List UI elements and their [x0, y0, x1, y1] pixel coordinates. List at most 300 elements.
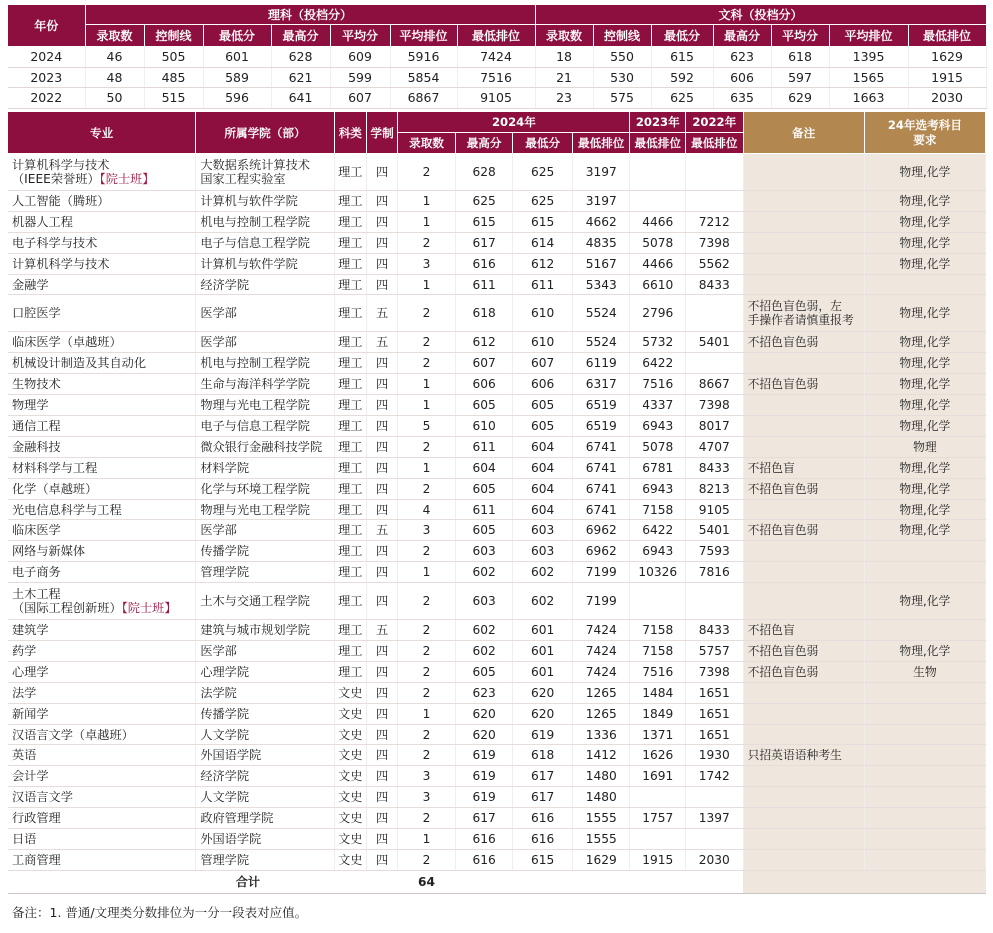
college-cell: [196, 829, 334, 850]
min-rank-2022-cell: 7593: [686, 541, 744, 562]
min-rank-cell: 6519: [572, 416, 630, 437]
table-row: [8, 520, 986, 541]
college-name: 人文学院: [200, 790, 250, 805]
college-cell: [196, 724, 334, 745]
min-rank-2023-cell: 6610: [630, 274, 686, 295]
sci-col-header: 录取数: [85, 25, 144, 47]
arts-cell: 623: [713, 47, 771, 68]
min-rank-cell: 3197: [572, 154, 630, 191]
min-rank-2023-cell: 1691: [630, 766, 686, 787]
count-cell: 1: [398, 211, 456, 232]
major-cell: [8, 745, 196, 766]
major-cell: [8, 520, 196, 541]
max-score-cell: 628: [455, 154, 513, 191]
min-score-cell: 601: [513, 641, 573, 662]
duration-cell: 四: [366, 232, 397, 253]
max-score-cell: 616: [455, 849, 513, 870]
arts-cell: 23: [535, 88, 593, 109]
min-rank-2023-cell: [630, 829, 686, 850]
arts-cell: 1565: [829, 67, 908, 88]
college-name: 电子与信息工程学院: [200, 235, 310, 250]
min-rank-cell: 7199: [572, 562, 630, 583]
note-cell: [743, 620, 864, 641]
major-name: 工商管理: [12, 852, 61, 867]
arts-cell: 592: [651, 67, 713, 88]
min-rank-2022-cell: 1651: [686, 703, 744, 724]
major-name: 光电信息科学与工程: [12, 502, 122, 517]
major-name: 金融科技: [12, 439, 61, 454]
min-rank-2022-cell: 1930: [686, 745, 744, 766]
subject-cell: [864, 766, 985, 787]
science-cell: 641: [271, 88, 330, 109]
count-cell: 3: [398, 766, 456, 787]
duration-cell: 四: [366, 703, 397, 724]
major-table: [8, 112, 986, 894]
table-row: [8, 154, 986, 191]
college-cell: [196, 849, 334, 870]
college-name: 土木与交通工程学院: [200, 594, 310, 609]
category-cell: 理工: [334, 436, 366, 457]
min-rank-2022-cell: 5401: [686, 332, 744, 353]
major-name: 日语: [12, 831, 37, 846]
duration-cell: 五: [366, 620, 397, 641]
major-name: 药学: [12, 643, 37, 658]
college-name: 医学部: [200, 306, 237, 321]
note-cell: [743, 154, 864, 191]
college-cell: [196, 583, 334, 620]
note-text: 不招色盲色弱: [747, 523, 819, 538]
total-label: 合计: [8, 870, 398, 893]
table-row: [8, 661, 986, 682]
major-name: 生物技术: [12, 377, 61, 392]
science-cell: 5854: [390, 67, 457, 88]
science-cell: 515: [144, 88, 203, 109]
college-name: 大数据系统计算技术: [200, 158, 310, 172]
min-rank-2022-cell: 8433: [686, 274, 744, 295]
duration-cell: 四: [366, 583, 397, 620]
subject-cell: 生物: [864, 661, 985, 682]
min-rank-2023-cell: 6422: [630, 353, 686, 374]
max-score-cell: 620: [455, 703, 513, 724]
category-cell: 理工: [334, 395, 366, 416]
major-cell: [8, 583, 196, 620]
max-score-cell: 618: [455, 295, 513, 332]
max-score-cell: 603: [455, 583, 513, 620]
min-rank-cell: 6741: [572, 478, 630, 499]
science-header: 理科（投档分）: [85, 5, 535, 25]
table-row: [8, 353, 986, 374]
science-cell: 7424: [457, 47, 535, 68]
college-cell: [196, 703, 334, 724]
subject-cell: 物理,化学: [864, 232, 985, 253]
major-name: 临床医学（卓越班）: [12, 335, 122, 350]
category-cell: 理工: [334, 191, 366, 212]
table-row: [8, 766, 986, 787]
major-name: 通信工程: [12, 418, 61, 433]
college-name: 医学部: [200, 523, 237, 538]
max-score-cell: 616: [455, 253, 513, 274]
min-rank-2022-cell: 7398: [686, 232, 744, 253]
major-name: 建筑学: [12, 623, 49, 638]
note-cell: [743, 499, 864, 520]
major-name: 计算机科学与技术: [12, 256, 110, 271]
major-name: 会计学: [12, 769, 49, 784]
major-name: 化学（卓越班）: [12, 481, 98, 496]
min-rank-2022-cell: 5562: [686, 253, 744, 274]
major-cell: [8, 541, 196, 562]
max-score-cell: 615: [455, 211, 513, 232]
min-rank-2022-cell: [686, 191, 744, 212]
duration-cell: 四: [366, 353, 397, 374]
college-cell: [196, 541, 334, 562]
note-cell: [743, 295, 864, 332]
major-cell: [8, 457, 196, 478]
table-row: [8, 478, 986, 499]
count-cell: 2: [398, 353, 456, 374]
subject-cell: 物理,化学: [864, 332, 985, 353]
subject-cell: 物理,化学: [864, 583, 985, 620]
min-rank-2023-cell: 5078: [630, 232, 686, 253]
min-rank-cell: 1480: [572, 787, 630, 808]
college-name: 生命与海洋科学学院: [200, 377, 310, 392]
min-rank-cell: 6741: [572, 457, 630, 478]
major-cell: [8, 766, 196, 787]
min-rank-cell: 1480: [572, 766, 630, 787]
college-cell: [196, 374, 334, 395]
count-cell: 3: [398, 253, 456, 274]
min-rank-2023-cell: [630, 191, 686, 212]
college-name: 外国语学院: [200, 748, 262, 763]
category-header: 科类: [334, 112, 366, 154]
college-name: 医学部: [200, 335, 237, 350]
college-name: 化学与环境工程学院: [200, 481, 310, 496]
arts-cell: 530: [593, 67, 651, 88]
college-name: 建筑与城市规划学院: [200, 623, 310, 638]
min-score-cell: 611: [513, 274, 573, 295]
max-score-cell: 619: [455, 787, 513, 808]
table-row: [8, 620, 986, 641]
count-cell: 2: [398, 724, 456, 745]
min-score-cell: 605: [513, 416, 573, 437]
count-cell: 2: [398, 232, 456, 253]
min-rank-2023-cell: 1626: [630, 745, 686, 766]
duration-cell: 四: [366, 808, 397, 829]
note-cell: [743, 353, 864, 374]
summary-row: [8, 88, 986, 109]
note-cell: [743, 395, 864, 416]
category-cell: 理工: [334, 478, 366, 499]
art-col-header: 平均排位: [829, 25, 908, 47]
min-score-cell: 620: [513, 682, 573, 703]
count-cell: 2: [398, 541, 456, 562]
min-score-cell: 601: [513, 620, 573, 641]
subject-cell: [864, 724, 985, 745]
table-row: [8, 787, 986, 808]
table-row: [8, 416, 986, 437]
max-score-cell: 602: [455, 562, 513, 583]
min-score-cell: 616: [513, 829, 573, 850]
college-name: 外国语学院: [200, 831, 262, 846]
min-rank-2022-cell: 7398: [686, 395, 744, 416]
college-cell: [196, 766, 334, 787]
art-col-header: 录取数: [535, 25, 593, 47]
min-rank-2023-cell: 1484: [630, 682, 686, 703]
min-rank-cell: 5167: [572, 253, 630, 274]
min-rank-2023-cell: 6422: [630, 520, 686, 541]
max-header: 最高分: [455, 133, 513, 154]
duration-cell: 四: [366, 641, 397, 662]
table-row: [8, 808, 986, 829]
major-name: 汉语言文学（卓越班）: [12, 727, 134, 742]
min-rank-cell: 4662: [572, 211, 630, 232]
major-name: 临床医学: [12, 523, 61, 538]
min-score-cell: 602: [513, 583, 573, 620]
college-cell: [196, 295, 334, 332]
college-name: 计算机与软件学院: [200, 256, 298, 271]
min-score-cell: 617: [513, 766, 573, 787]
min-rank-cell: 5524: [572, 295, 630, 332]
major-cell: [8, 620, 196, 641]
major-cell: [8, 274, 196, 295]
note-cell: [743, 253, 864, 274]
subject-cell: 物理,化学: [864, 416, 985, 437]
table-row: [8, 724, 986, 745]
min-score-cell: 602: [513, 562, 573, 583]
arts-cell: 2030: [908, 88, 986, 109]
min-rank-2023-cell: 1849: [630, 703, 686, 724]
min-rank-cell: 6519: [572, 395, 630, 416]
science-cell: 48: [85, 67, 144, 88]
college-name: 经济学院: [200, 769, 250, 784]
note-text: 不招色盲色弱: [747, 377, 819, 392]
category-cell: 文史: [334, 849, 366, 870]
note-text: 不招色盲色弱: [747, 664, 819, 679]
min-rank-2023-cell: 7158: [630, 499, 686, 520]
college-cell: [196, 562, 334, 583]
note-cell: [743, 562, 864, 583]
duration-cell: 四: [366, 745, 397, 766]
duration-cell: 五: [366, 332, 397, 353]
arts-cell: 18: [535, 47, 593, 68]
min-score-cell: 610: [513, 295, 573, 332]
min-rank-cell: 6119: [572, 353, 630, 374]
note-header: 备注: [743, 112, 864, 154]
major-cell: [8, 661, 196, 682]
note-cell: [743, 478, 864, 499]
arts-cell: 618: [771, 47, 829, 68]
table-row: [8, 541, 986, 562]
min-rank-2023-header: 最低排位: [630, 133, 686, 154]
min-rank-cell: 1555: [572, 829, 630, 850]
min-rank-cell: 6317: [572, 374, 630, 395]
min-rank-cell: 1336: [572, 724, 630, 745]
college-name: 材料学院: [200, 460, 250, 475]
science-cell: 599: [330, 67, 390, 88]
college-cell: [196, 253, 334, 274]
duration-cell: 四: [366, 478, 397, 499]
min-rank-2022-cell: 1742: [686, 766, 744, 787]
duration-cell: 四: [366, 661, 397, 682]
college-cell: [196, 620, 334, 641]
max-score-cell: 620: [455, 724, 513, 745]
major-cell: [8, 641, 196, 662]
count-cell: 1: [398, 457, 456, 478]
max-score-cell: 602: [455, 641, 513, 662]
sci-col-header: 控制线: [144, 25, 203, 47]
sci-col-header: 平均分: [330, 25, 390, 47]
college-cell: [196, 154, 334, 191]
min-rank-cell: 7199: [572, 583, 630, 620]
summary-year: 2022: [8, 88, 85, 109]
subject-cell: [864, 745, 985, 766]
min-header: 最低分: [513, 133, 573, 154]
count-cell: 1: [398, 703, 456, 724]
note-cell: [743, 374, 864, 395]
major-cell: [8, 395, 196, 416]
category-cell: 理工: [334, 583, 366, 620]
min-rank-cell: 6741: [572, 436, 630, 457]
count-cell: 2: [398, 620, 456, 641]
arts-cell: 1395: [829, 47, 908, 68]
arts-cell: 21: [535, 67, 593, 88]
min-rank-2023-cell: 7516: [630, 374, 686, 395]
major-cell: [8, 849, 196, 870]
category-cell: 理工: [334, 641, 366, 662]
table-row: [8, 395, 986, 416]
arts-cell: 615: [651, 47, 713, 68]
major-cell: [8, 682, 196, 703]
major-name: 新闻学: [12, 706, 49, 721]
major-cell: [8, 232, 196, 253]
table-row: [8, 295, 986, 332]
summary-table: [8, 5, 987, 109]
arts-cell: 606: [713, 67, 771, 88]
min-rank-cell: 4835: [572, 232, 630, 253]
college-cell: [196, 661, 334, 682]
max-score-cell: 605: [455, 478, 513, 499]
subject-cell: 物理,化学: [864, 457, 985, 478]
count-cell: 3: [398, 787, 456, 808]
summary-row: [8, 47, 986, 68]
sci-col-header: 最高分: [271, 25, 330, 47]
arts-cell: 550: [593, 47, 651, 68]
major-cell: [8, 478, 196, 499]
min-rank-2023-cell: 4337: [630, 395, 686, 416]
min-rank-2023-cell: 1757: [630, 808, 686, 829]
table-row: [8, 682, 986, 703]
min-rank-2023-cell: 7158: [630, 641, 686, 662]
max-score-cell: 619: [455, 766, 513, 787]
min-rank-2023-cell: 4466: [630, 253, 686, 274]
art-col-header: 最低排位: [908, 25, 986, 47]
science-cell: 7516: [457, 67, 535, 88]
count-cell: 1: [398, 562, 456, 583]
subject-cell: 物理: [864, 436, 985, 457]
category-cell: 理工: [334, 520, 366, 541]
count-cell: 1: [398, 829, 456, 850]
major-name: 网络与新媒体: [12, 544, 86, 559]
college-cell: [196, 478, 334, 499]
note-cell: [743, 520, 864, 541]
note-cell: [743, 191, 864, 212]
min-rank-2023-cell: 7516: [630, 661, 686, 682]
min-score-cell: 617: [513, 787, 573, 808]
max-score-cell: 617: [455, 232, 513, 253]
count-cell: 2: [398, 295, 456, 332]
arts-cell: 635: [713, 88, 771, 109]
table-row: [8, 374, 986, 395]
note-text-2: 手操作者请慎重报考: [747, 313, 854, 328]
major-class: （国际工程创新班）: [12, 601, 122, 616]
subject-cell: [864, 620, 985, 641]
major-name: 机械设计制造及其自动化: [12, 356, 147, 371]
min-rank-2023-cell: [630, 583, 686, 620]
college-cell: [196, 211, 334, 232]
min-rank-cell: 1629: [572, 849, 630, 870]
duration-cell: 四: [366, 457, 397, 478]
major-cell: [8, 416, 196, 437]
min-rank-2022-cell: 8017: [686, 416, 744, 437]
sci-col-header: 平均排位: [390, 25, 457, 47]
note-cell: [743, 211, 864, 232]
total-value: 64: [398, 870, 456, 893]
min-score-cell: 618: [513, 745, 573, 766]
subject-cell: [864, 849, 985, 870]
science-cell: 609: [330, 47, 390, 68]
subject-cell: 物理,化学: [864, 520, 985, 541]
college-cell: [196, 787, 334, 808]
count-cell: 2: [398, 583, 456, 620]
table-row: [8, 457, 986, 478]
summary-year: 2023: [8, 67, 85, 88]
college-name: 医学部: [200, 643, 237, 658]
min-rank-2022-cell: [686, 295, 744, 332]
min-rank-cell: 3197: [572, 191, 630, 212]
table-row: [8, 703, 986, 724]
min-rank-2023-cell: 6943: [630, 416, 686, 437]
min-rank-2023-cell: 1371: [630, 724, 686, 745]
science-cell: 596: [203, 88, 271, 109]
college-name: 管理学院: [200, 565, 250, 580]
subject-cell: 物理,化学: [864, 395, 985, 416]
max-score-cell: 602: [455, 620, 513, 641]
college-cell: [196, 808, 334, 829]
max-score-cell: 607: [455, 353, 513, 374]
note-cell: [743, 661, 864, 682]
note-cell: [743, 641, 864, 662]
count-cell: 1: [398, 374, 456, 395]
major-header: 专业: [8, 112, 196, 154]
subject-cell: [864, 541, 985, 562]
major-cell: [8, 353, 196, 374]
major-name: 英语: [12, 748, 37, 763]
min-rank-2022-cell: 8667: [686, 374, 744, 395]
category-cell: 理工: [334, 353, 366, 374]
major-name: 计算机科学与技术: [12, 158, 110, 172]
max-score-cell: 619: [455, 745, 513, 766]
major-cell: [8, 787, 196, 808]
table-row: [8, 332, 986, 353]
category-cell: 理工: [334, 661, 366, 682]
arts-cell: 575: [593, 88, 651, 109]
min-rank-2022-cell: 8433: [686, 457, 744, 478]
academician-tag: 【院士班】: [121, 601, 177, 616]
min-score-cell: 604: [513, 499, 573, 520]
science-cell: 505: [144, 47, 203, 68]
subject-cell: 物理,化学: [864, 295, 985, 332]
category-cell: 理工: [334, 457, 366, 478]
art-col-header: 最低分: [651, 25, 713, 47]
